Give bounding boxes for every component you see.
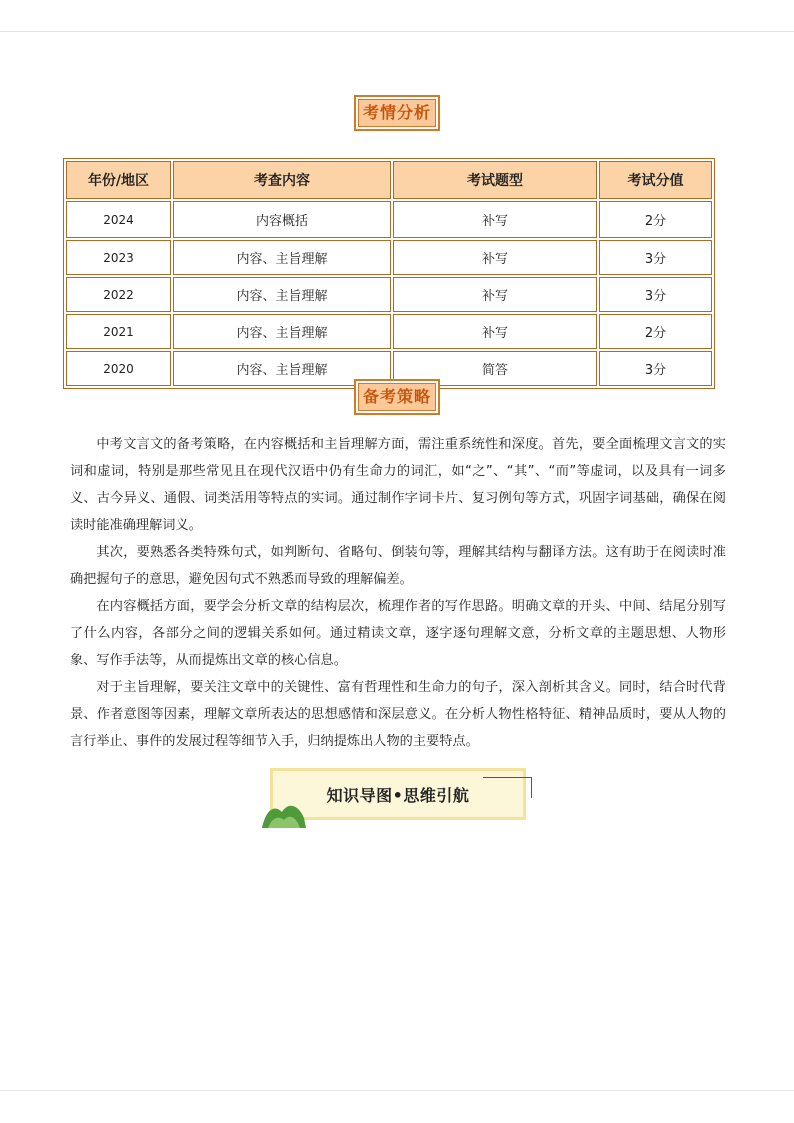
table-header-row <box>66 161 712 199</box>
section-title-text: 备考策略 <box>358 383 436 411</box>
page-top-rule <box>0 31 794 32</box>
cell-content: 内容、主旨理解 <box>173 277 391 312</box>
header-content: 考查内容 <box>173 161 391 199</box>
cell-year: 2024 <box>66 201 171 238</box>
banner-box <box>270 768 526 820</box>
table-row <box>66 201 712 238</box>
header-year: 年份/地区 <box>66 161 171 199</box>
cell-year: 2021 <box>66 314 171 349</box>
table-row <box>66 277 712 312</box>
cell-content: 内容、主旨理解 <box>173 314 391 349</box>
header-question-type: 考试题型 <box>393 161 597 199</box>
header-score: 考试分值 <box>599 161 712 199</box>
cell-question-type: 补写 <box>393 240 597 275</box>
cell-content: 内容概括 <box>173 201 391 238</box>
cell-score: 2分 <box>599 201 712 238</box>
table-row <box>66 240 712 275</box>
paragraph: 对于主旨理解，要关注文章中的关键性、富有哲理性和生命力的句子，深入剖析其含义。同时，结合时代背景、作者意图等因素，理解文章所表达的思想感情和深层意义。在分析人物性格特征、精神品质时，要从人物的言行举止、事件的发展过程等细节入手，归纳提炼出人物的主要特点。 <box>70 680 726 749</box>
banner-decoration-line <box>483 777 532 798</box>
cell-score: 3分 <box>599 351 712 386</box>
table-row <box>66 314 712 349</box>
cell-year: 2020 <box>66 351 171 386</box>
exam-analysis-table <box>63 158 715 389</box>
paragraph: 中考文言文的备考策略，在内容概括和主旨理解方面，需注重系统性和深度。首先，要全面梳理文言文的实词和虚词，特别是那些常见且在现代汉语中仍有生命力的词汇，如“之”、“其”、“而”等虚词，以及具有一词多义、古今异义、通假、词类活用等特点的实词。通过制作字词卡片、复习例句等方式，巩固字词基础，确保在阅读时能准确理解词义。 <box>70 437 726 533</box>
cell-score: 3分 <box>599 277 712 312</box>
mountain-icon <box>262 798 306 828</box>
cell-year: 2023 <box>66 240 171 275</box>
cell-content: 内容、主旨理解 <box>173 240 391 275</box>
cell-score: 3分 <box>599 240 712 275</box>
section-title-text: 考情分析 <box>358 99 436 127</box>
cell-content: 内容、主旨理解 <box>173 351 391 386</box>
strategy-body <box>70 431 726 755</box>
cell-year: 2022 <box>66 277 171 312</box>
section-title-exam-analysis <box>354 95 440 131</box>
page-bottom-rule <box>0 1090 794 1091</box>
cell-question-type: 简答 <box>393 351 597 386</box>
paragraph: 在内容概括方面，要学会分析文章的结构层次，梳理作者的写作思路。明确文章的开头、中间、结尾分别写了什么内容，各部分之间的逻辑关系如何。通过精读文章，逐字逐句理解文意，分析文章的主题思想、人物形象、写作手法等，从而提炼出文章的核心信息。 <box>70 599 726 668</box>
cell-question-type: 补写 <box>393 314 597 349</box>
cell-score: 2分 <box>599 314 712 349</box>
cell-question-type: 补写 <box>393 201 597 238</box>
section-title-preparation-strategy <box>354 379 440 415</box>
knowledge-map-banner <box>262 768 528 828</box>
banner-title: 知识导图•思维引航 <box>326 786 470 805</box>
cell-question-type: 补写 <box>393 277 597 312</box>
paragraph: 其次，要熟悉各类特殊句式，如判断句、省略句、倒装句等，理解其结构与翻译方法。这有助于在阅读时准确把握句子的意思，避免因句式不熟悉而导致的理解偏差。 <box>70 545 726 587</box>
